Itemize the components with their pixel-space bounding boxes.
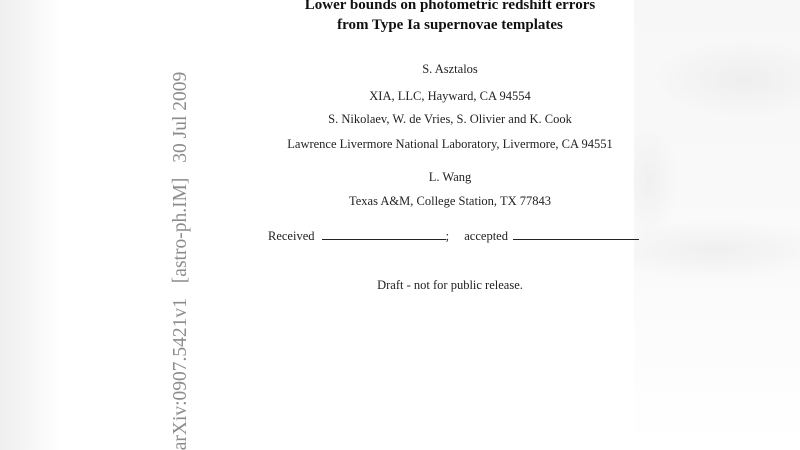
author-names: S. Nikolaev, W. de Vries, S. Olivier and K. Cook [328,112,572,126]
author-names: S. Asztalos [422,62,478,76]
accepted-label: accepted [464,229,508,243]
accepted-date-blank [513,229,639,240]
paper-title-line-2: from Type Ia supernovae templates [337,17,563,33]
author-affiliation: Texas A&M, College Station, TX 77843 [348,194,551,208]
received-label: Received [268,229,315,243]
arxiv-identifier: arXiv:0907.5421v1 [170,298,191,450]
received-accepted-row [268,229,639,244]
arxiv-category: [astro-ph.IM] [170,177,191,284]
author-names: L. Wang [428,170,472,184]
paper-title-line-1: Lower bounds on photometric redshift errors [304,0,596,13]
separator: ; [445,229,450,243]
author-affiliation: XIA, LLC, Hayward, CA 94554 [369,89,531,103]
author-affiliation: Lawrence Livermore National Laboratory, Livermore, CA 94551 [287,137,613,151]
draft-notice: Draft - not for public release. [377,278,523,292]
received-date-blank [322,229,446,240]
arxiv-date: 30 Jul 2009 [170,71,191,163]
